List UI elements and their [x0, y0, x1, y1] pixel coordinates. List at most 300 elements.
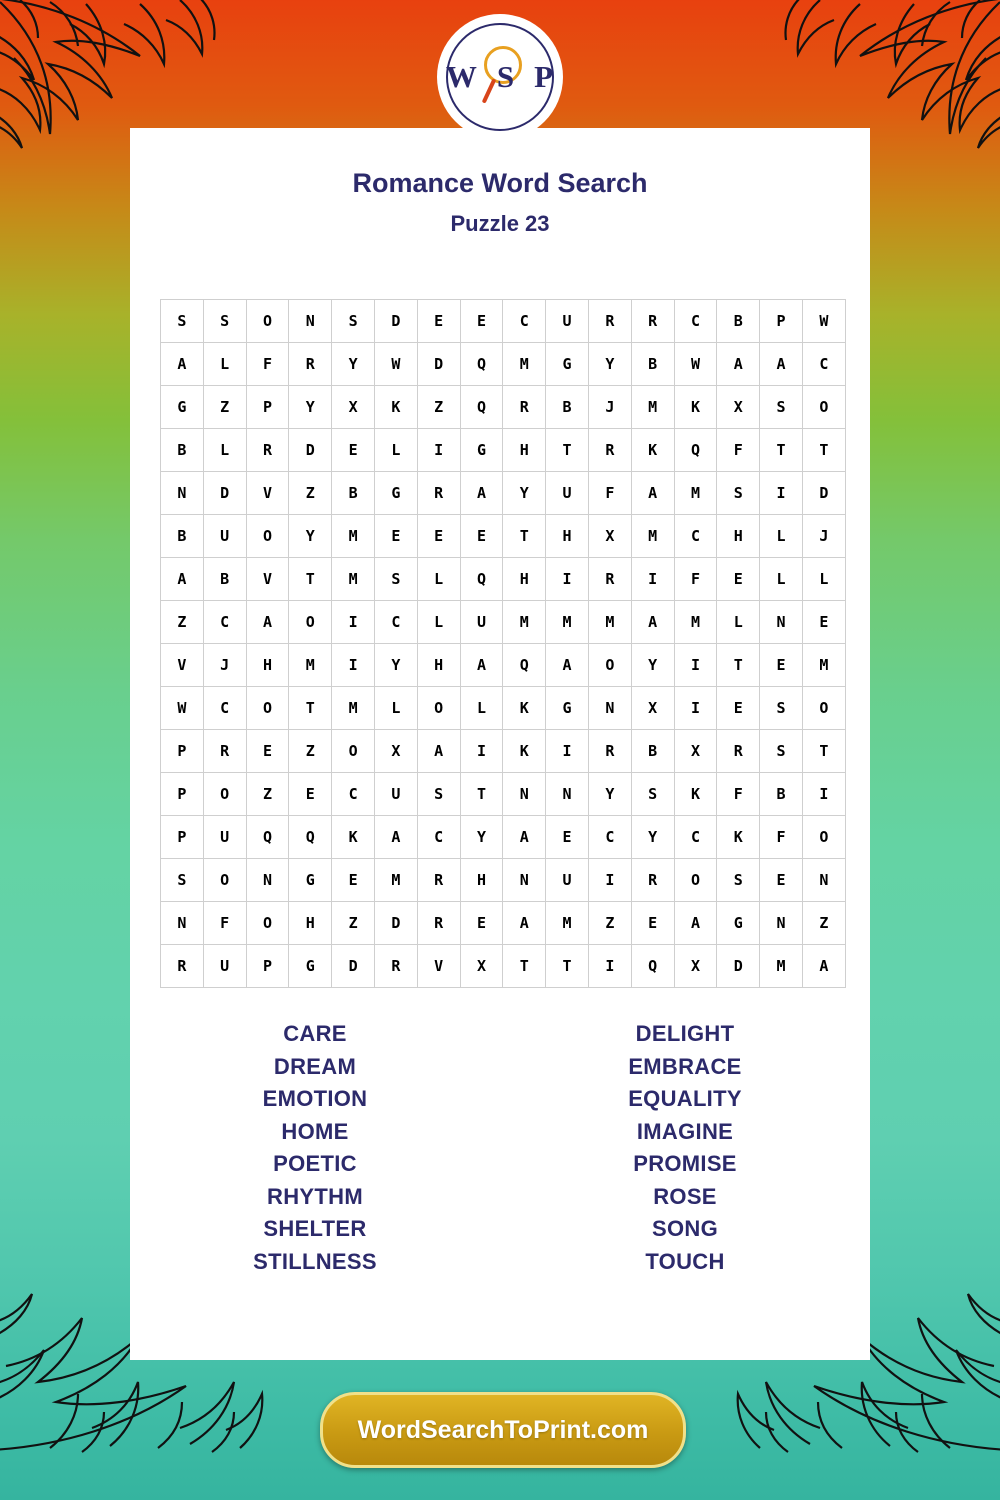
grid-cell: L	[760, 515, 803, 558]
grid-cell: R	[717, 730, 760, 773]
grid-cell: O	[246, 687, 289, 730]
grid-cell: K	[674, 773, 717, 816]
word-list-item: DELIGHT	[635, 1021, 735, 1046]
grid-cell: B	[161, 515, 204, 558]
grid-cell: L	[417, 558, 460, 601]
grid-cell: O	[802, 687, 845, 730]
grid-cell: J	[802, 515, 845, 558]
grid-cell: B	[161, 429, 204, 472]
grid-cell: D	[374, 300, 417, 343]
grid-cell: H	[460, 859, 503, 902]
grid-cell: U	[460, 601, 503, 644]
grid-cell: I	[588, 945, 631, 988]
grid-cell: M	[802, 644, 845, 687]
grid-row	[161, 429, 846, 472]
grid-cell: M	[631, 515, 674, 558]
grid-cell: A	[674, 902, 717, 945]
grid-cell: Y	[503, 472, 546, 515]
grid-cell: M	[588, 601, 631, 644]
grid-cell: C	[588, 816, 631, 859]
grid-cell: F	[760, 816, 803, 859]
grid-cell: X	[460, 945, 503, 988]
grid-cell: Y	[289, 515, 332, 558]
grid-cell: P	[161, 816, 204, 859]
grid-row	[161, 558, 846, 601]
grid-cell: I	[802, 773, 845, 816]
grid-cell: E	[289, 773, 332, 816]
word-list-item: HOME	[281, 1118, 349, 1144]
grid-cell: I	[460, 730, 503, 773]
grid-cell: S	[760, 386, 803, 429]
grid-cell: Z	[588, 902, 631, 945]
grid-cell: L	[417, 601, 460, 644]
grid-cell: X	[631, 687, 674, 730]
grid-cell: S	[374, 558, 417, 601]
grid-cell: W	[161, 687, 204, 730]
grid-cell: G	[460, 429, 503, 472]
grid-cell: S	[332, 300, 375, 343]
grid-row	[161, 515, 846, 558]
grid-cell: G	[289, 945, 332, 988]
word-list-item: STILLNESS	[253, 1248, 377, 1274]
grid-cell: T	[760, 429, 803, 472]
grid-cell: T	[503, 945, 546, 988]
grid-cell: X	[588, 515, 631, 558]
grid-cell: J	[203, 644, 246, 687]
grid-cell: F	[717, 429, 760, 472]
grid-cell: V	[246, 472, 289, 515]
grid-cell: D	[332, 945, 375, 988]
grid-cell: V	[246, 558, 289, 601]
grid-cell: B	[760, 773, 803, 816]
grid-cell: T	[289, 558, 332, 601]
grid-cell: F	[203, 902, 246, 945]
grid-cell: O	[289, 601, 332, 644]
grid-cell: A	[503, 902, 546, 945]
grid-cell: E	[332, 859, 375, 902]
grid-cell: V	[417, 945, 460, 988]
grid-cell: E	[546, 816, 589, 859]
grid-cell: M	[332, 558, 375, 601]
grid-cell: F	[246, 343, 289, 386]
word-list-item: SONG	[652, 1216, 718, 1241]
grid-cell: L	[203, 343, 246, 386]
grid-cell: S	[161, 300, 204, 343]
website-label: WordSearchToPrint.com	[357, 1415, 649, 1444]
grid-cell: Z	[332, 902, 375, 945]
grid-cell: U	[203, 945, 246, 988]
grid-row	[161, 343, 846, 386]
grid-cell: D	[717, 945, 760, 988]
grid-cell: P	[760, 300, 803, 343]
grid-cell: H	[503, 429, 546, 472]
grid-cell: Q	[289, 816, 332, 859]
grid-cell: E	[760, 644, 803, 687]
grid-cell: P	[161, 773, 204, 816]
grid-cell: G	[546, 343, 589, 386]
grid-cell: A	[460, 472, 503, 515]
grid-cell: E	[631, 902, 674, 945]
grid-cell: W	[802, 300, 845, 343]
grid-cell: U	[546, 472, 589, 515]
grid-cell: R	[417, 472, 460, 515]
grid-cell: A	[374, 816, 417, 859]
grid-cell: R	[503, 386, 546, 429]
grid-cell: E	[246, 730, 289, 773]
grid-cell: M	[374, 859, 417, 902]
grid-cell: G	[374, 472, 417, 515]
grid-cell: S	[717, 859, 760, 902]
grid-cell: O	[203, 859, 246, 902]
grid-cell: X	[674, 730, 717, 773]
grid-cell: Q	[460, 343, 503, 386]
grid-cell: R	[246, 429, 289, 472]
grid-cell: O	[802, 816, 845, 859]
grid-cell: S	[760, 687, 803, 730]
word-list-column-right	[500, 1018, 870, 1278]
grid-cell: P	[246, 945, 289, 988]
grid-cell: Q	[246, 816, 289, 859]
grid-cell: R	[289, 343, 332, 386]
grid-cell: C	[674, 515, 717, 558]
grid-cell: X	[374, 730, 417, 773]
grid-cell: F	[674, 558, 717, 601]
grid-cell: A	[460, 644, 503, 687]
grid-cell: R	[417, 902, 460, 945]
grid-cell: I	[546, 730, 589, 773]
grid-cell: E	[374, 515, 417, 558]
grid-cell: N	[503, 773, 546, 816]
grid-cell: R	[374, 945, 417, 988]
grid-cell: I	[417, 429, 460, 472]
grid-cell: H	[546, 515, 589, 558]
grid-cell: T	[503, 515, 546, 558]
grid-cell: T	[802, 730, 845, 773]
word-list-item: DREAM	[273, 1053, 357, 1079]
grid-cell: I	[546, 558, 589, 601]
word-list-item: ROSE	[653, 1183, 717, 1209]
grid-cell: H	[246, 644, 289, 687]
grid-cell: Z	[246, 773, 289, 816]
grid-cell: O	[332, 730, 375, 773]
grid-cell: L	[460, 687, 503, 730]
grid-cell: U	[374, 773, 417, 816]
grid-cell: Y	[332, 343, 375, 386]
grid-cell: C	[374, 601, 417, 644]
grid-cell: G	[546, 687, 589, 730]
grid-cell: E	[460, 902, 503, 945]
word-list-item: RHYTHM	[267, 1183, 363, 1209]
grid-cell: Q	[460, 386, 503, 429]
grid-cell: E	[802, 601, 845, 644]
grid-cell: C	[674, 816, 717, 859]
grid-cell: R	[161, 945, 204, 988]
grid-cell: I	[674, 687, 717, 730]
grid-cell: I	[674, 644, 717, 687]
grid-cell: N	[546, 773, 589, 816]
grid-cell: Y	[460, 816, 503, 859]
grid-cell: R	[203, 730, 246, 773]
grid-cell: U	[546, 300, 589, 343]
brand-logo	[437, 14, 563, 140]
grid-row	[161, 644, 846, 687]
grid-cell: I	[332, 644, 375, 687]
grid-cell: C	[332, 773, 375, 816]
grid-cell: O	[246, 300, 289, 343]
grid-cell: Z	[802, 902, 845, 945]
grid-cell: K	[503, 687, 546, 730]
grid-cell: L	[717, 601, 760, 644]
grid-cell: F	[588, 472, 631, 515]
grid-cell: V	[161, 644, 204, 687]
grid-cell: Y	[289, 386, 332, 429]
grid-cell: T	[289, 687, 332, 730]
grid-cell: G	[717, 902, 760, 945]
grid-cell: A	[546, 644, 589, 687]
grid-cell: A	[631, 472, 674, 515]
grid-cell: N	[161, 472, 204, 515]
grid-cell: M	[503, 601, 546, 644]
grid-cell: H	[503, 558, 546, 601]
grid-cell: S	[631, 773, 674, 816]
grid-cell: M	[760, 945, 803, 988]
grid-cell: T	[546, 945, 589, 988]
grid-cell: A	[802, 945, 845, 988]
grid-cell: Z	[203, 386, 246, 429]
grid-cell: Q	[460, 558, 503, 601]
grid-cell: Y	[631, 644, 674, 687]
word-list-column-left	[130, 1018, 500, 1278]
grid-cell: R	[417, 859, 460, 902]
grid-cell: P	[161, 730, 204, 773]
grid-row	[161, 687, 846, 730]
grid-cell: W	[674, 343, 717, 386]
grid-cell: Z	[289, 472, 332, 515]
grid-cell: N	[246, 859, 289, 902]
grid-cell: F	[717, 773, 760, 816]
grid-cell: N	[588, 687, 631, 730]
grid-cell: N	[802, 859, 845, 902]
grid-cell: S	[203, 300, 246, 343]
grid-cell: K	[674, 386, 717, 429]
word-list-item: EMOTION	[262, 1086, 368, 1111]
grid-cell: I	[631, 558, 674, 601]
grid-cell: C	[203, 601, 246, 644]
logo-letter-p: P	[534, 59, 555, 94]
grid-cell: L	[802, 558, 845, 601]
grid-cell: H	[289, 902, 332, 945]
grid-row	[161, 945, 846, 988]
grid-cell: L	[760, 558, 803, 601]
grid-cell: S	[717, 472, 760, 515]
grid-cell: U	[203, 515, 246, 558]
grid-cell: D	[802, 472, 845, 515]
grid-cell: K	[503, 730, 546, 773]
word-list-item: SHELTER	[263, 1216, 367, 1241]
grid-cell: B	[631, 343, 674, 386]
grid-cell: C	[503, 300, 546, 343]
grid-cell: A	[631, 601, 674, 644]
grid-cell: A	[161, 558, 204, 601]
grid-cell: E	[717, 558, 760, 601]
grid-cell: A	[717, 343, 760, 386]
grid-cell: A	[161, 343, 204, 386]
grid-cell: C	[674, 300, 717, 343]
grid-cell: S	[161, 859, 204, 902]
grid-cell: E	[460, 300, 503, 343]
word-search-grid	[160, 299, 846, 988]
grid-cell: R	[588, 558, 631, 601]
grid-row	[161, 601, 846, 644]
grid-cell: H	[717, 515, 760, 558]
grid-cell: C	[802, 343, 845, 386]
grid-cell: R	[588, 300, 631, 343]
grid-cell: E	[717, 687, 760, 730]
grid-cell: M	[503, 343, 546, 386]
grid-cell: M	[332, 515, 375, 558]
grid-cell: M	[674, 601, 717, 644]
grid-cell: E	[760, 859, 803, 902]
grid-cell: R	[588, 429, 631, 472]
grid-cell: D	[203, 472, 246, 515]
grid-cell: P	[246, 386, 289, 429]
grid-cell: Z	[161, 601, 204, 644]
grid-cell: N	[760, 601, 803, 644]
grid-cell: A	[246, 601, 289, 644]
website-button[interactable]	[320, 1392, 686, 1468]
page-title: Romance Word Search	[352, 168, 648, 198]
grid-row	[161, 902, 846, 945]
logo-letters	[446, 59, 554, 95]
grid-cell: T	[802, 429, 845, 472]
grid-cell: E	[332, 429, 375, 472]
grid-cell: G	[289, 859, 332, 902]
grid-cell: B	[203, 558, 246, 601]
word-list-item: CARE	[283, 1021, 347, 1046]
page-subtitle: Puzzle 23	[450, 211, 550, 236]
grid-cell: Q	[674, 429, 717, 472]
grid-cell: M	[332, 687, 375, 730]
grid-cell: M	[674, 472, 717, 515]
grid-cell: L	[374, 429, 417, 472]
grid-cell: Y	[588, 773, 631, 816]
grid-row	[161, 816, 846, 859]
grid-cell: O	[674, 859, 717, 902]
grid-cell: D	[289, 429, 332, 472]
grid-row	[161, 773, 846, 816]
grid-cell: J	[588, 386, 631, 429]
grid-cell: U	[203, 816, 246, 859]
grid-cell: E	[460, 515, 503, 558]
grid-cell: K	[717, 816, 760, 859]
grid-cell: B	[631, 730, 674, 773]
word-list-item: TOUCH	[645, 1248, 725, 1274]
grid-cell: K	[374, 386, 417, 429]
grid-cell: M	[546, 601, 589, 644]
grid-cell: K	[332, 816, 375, 859]
grid-cell: O	[802, 386, 845, 429]
grid-cell: L	[203, 429, 246, 472]
grid-cell: A	[417, 730, 460, 773]
grid-cell: E	[417, 515, 460, 558]
grid-cell: W	[374, 343, 417, 386]
grid-cell: X	[674, 945, 717, 988]
word-list	[130, 1018, 870, 1278]
grid-cell: C	[203, 687, 246, 730]
grid-cell: O	[203, 773, 246, 816]
logo-letter-w: W	[445, 59, 478, 94]
grid-cell: K	[631, 429, 674, 472]
word-list-item: EQUALITY	[628, 1086, 742, 1111]
grid-cell: Y	[374, 644, 417, 687]
word-list-item: POETIC	[273, 1151, 357, 1176]
grid-cell: Q	[503, 644, 546, 687]
grid-cell: M	[546, 902, 589, 945]
word-list-item: IMAGINE	[636, 1118, 734, 1144]
grid-cell: O	[417, 687, 460, 730]
grid-cell: Z	[417, 386, 460, 429]
grid-cell: R	[588, 730, 631, 773]
grid-cell: A	[760, 343, 803, 386]
grid-cell: D	[417, 343, 460, 386]
grid-row	[161, 730, 846, 773]
grid-cell: N	[760, 902, 803, 945]
grid-cell: T	[717, 644, 760, 687]
grid-cell: R	[631, 300, 674, 343]
grid-cell: O	[246, 902, 289, 945]
grid-cell: N	[503, 859, 546, 902]
grid-cell: C	[417, 816, 460, 859]
grid-cell: Y	[631, 816, 674, 859]
grid-cell: N	[161, 902, 204, 945]
grid-cell: A	[503, 816, 546, 859]
grid-cell: U	[546, 859, 589, 902]
word-list-item: PROMISE	[633, 1151, 737, 1176]
grid-cell: L	[374, 687, 417, 730]
grid-cell: D	[374, 902, 417, 945]
grid-cell: O	[246, 515, 289, 558]
grid-cell: Y	[588, 343, 631, 386]
grid-cell: T	[546, 429, 589, 472]
puzzle-sheet	[130, 128, 870, 1360]
grid-cell: I	[588, 859, 631, 902]
grid-row	[161, 859, 846, 902]
logo-letter-s: S	[496, 59, 516, 94]
grid-cell: I	[760, 472, 803, 515]
grid-cell: N	[289, 300, 332, 343]
grid-cell: X	[717, 386, 760, 429]
grid-row	[161, 386, 846, 429]
grid-cell: G	[161, 386, 204, 429]
grid-cell: Q	[631, 945, 674, 988]
grid-cell: T	[460, 773, 503, 816]
grid-cell: B	[546, 386, 589, 429]
grid-row	[161, 472, 846, 515]
grid-cell: M	[631, 386, 674, 429]
grid-cell: E	[417, 300, 460, 343]
grid-cell: Z	[289, 730, 332, 773]
grid-cell: M	[289, 644, 332, 687]
word-list-item: EMBRACE	[628, 1053, 742, 1079]
grid-cell: I	[332, 601, 375, 644]
grid-cell: S	[417, 773, 460, 816]
grid-cell: R	[631, 859, 674, 902]
grid-cell: S	[760, 730, 803, 773]
grid-row	[161, 300, 846, 343]
grid-cell: X	[332, 386, 375, 429]
grid-cell: B	[717, 300, 760, 343]
grid-cell: H	[417, 644, 460, 687]
